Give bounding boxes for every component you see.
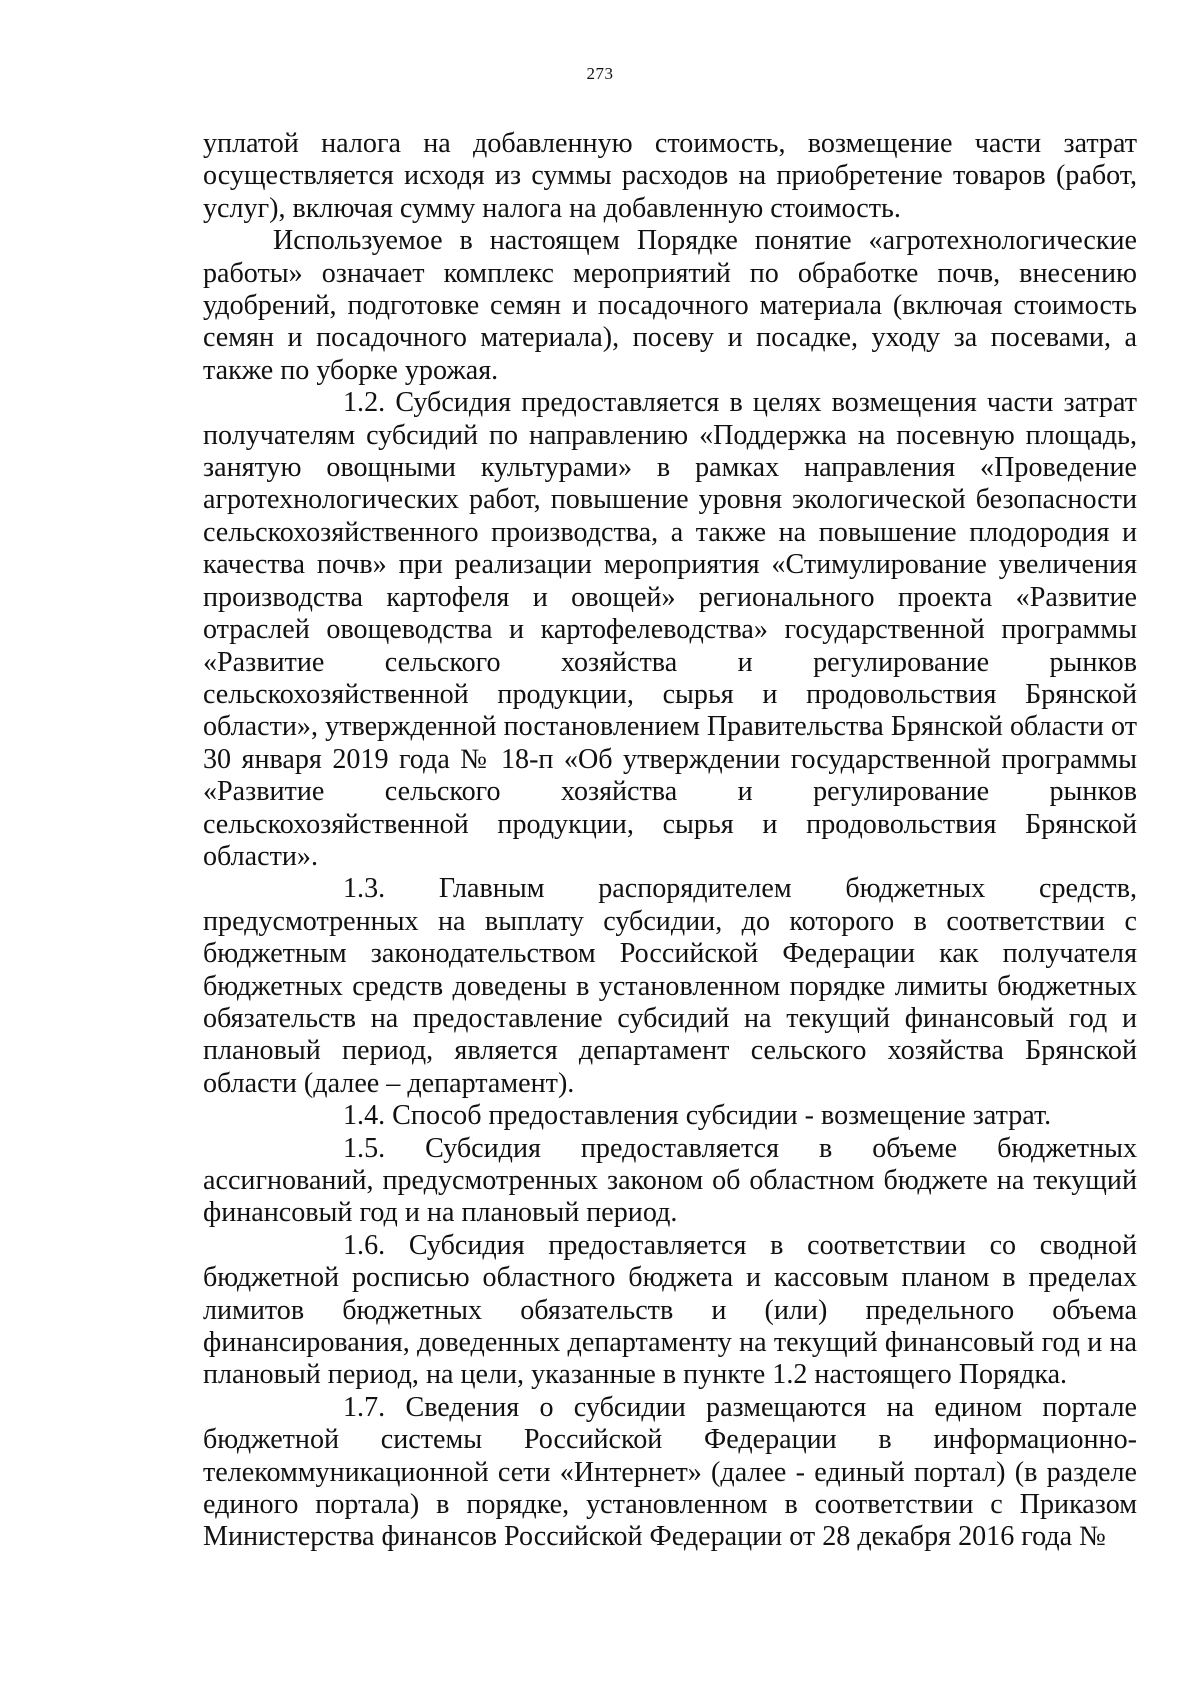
paragraph-number: 1.3.: [343, 873, 386, 905]
paragraph-text: уплатой налога на добавленную стоимость, возмещение части затрат осуществляется исходя из суммы расходов на приобретение товаров (работ, услуг), включая сумму налога на добавленную стоимость.: [203, 128, 1137, 224]
paragraph-number: 1.6.: [343, 1229, 386, 1261]
paragraph-1-5: [203, 1133, 1137, 1230]
paragraph-continuation: [203, 128, 1137, 225]
paragraph-number: 1.2.: [343, 387, 386, 419]
paragraph-text: Используемое в настоящем Порядке понятие «агротехнологические работы» означает комплекс мероприятий по обработке почв, внесению удобрений, подготовке семян и посадочного материала (включая стоимость семян и посадочного материала), посеву и посадке, уходу за посевами, а также по уборке урожая.: [203, 225, 1137, 386]
paragraph-1-7: [203, 1392, 1137, 1554]
paragraph-definition: [203, 225, 1137, 387]
paragraph-text: Способ предоставления субсидии - возмещение затрат.: [392, 1100, 1052, 1132]
paragraph-number: 1.4.: [343, 1100, 386, 1132]
paragraph-1-3: [203, 873, 1137, 1100]
paragraph-1-6: [203, 1230, 1137, 1392]
paragraph-text: Субсидия предоставляется в целях возмещения части затрат получателям субсидий по направлению «Поддержка на посевную площадь, занятую овощными культурами» в рамках направления «Проведение агротехнологических работ, повышение уровня экологической безопасности сельскохозяйственного производства, а также на повышение плодородия и качества почв» при реализации мероприятия «Стимулирование увеличения производства картофеля и овощей» регионального проекта «Развитие отраслей овощеводства и картофелеводства» государственной программы «Развитие сельского хозяйства и регулирование рынков сельскохозяйственной продукции, сырья и продовольствия Брянской области», утвержденной постановлением Правительства Брянской области от 30 января 2019 года № 18-п «Об утверждении государственной программы «Развитие сельского хозяйства и регулирование рынков сельскохозяйственной продукции, сырья и продовольствия Брянской области».: [203, 387, 1137, 872]
paragraph-text: Сведения о субсидии размещаются на едином портале бюджетной системы Российской Федерации в информационно-телекоммуникационной сети «Интернет» (далее - единый портал) (в разделе единого портала) в порядке, установленном в соответствии с Приказом Министерства финансов Российской Федерации от 28 декабря 2016 года №: [203, 1391, 1137, 1553]
document-body: [203, 128, 1137, 1554]
page-number: 273: [586, 64, 614, 83]
paragraph-1-2: [203, 387, 1137, 873]
paragraph-text: Субсидия предоставляется в соответствии со сводной бюджетной росписью областного бюджета и кассовым планом в пределах лимитов бюджетных обязательств и (или) предельного объема финансирования, доведенных департаменту на текущий финансовый год и на плановый период, на цели, указанные в пункте 1.2 настоящего Порядка.: [203, 1229, 1137, 1391]
paragraph-number: 1.5.: [343, 1132, 386, 1164]
paragraph-number: 1.7.: [343, 1391, 386, 1423]
paragraph-text: Субсидия предоставляется в объеме бюджетных ассигнований, предусмотренных законом об областном бюджете на текущий финансовый год и на плановый период.: [203, 1132, 1137, 1229]
paragraph-text: Главным распорядителем бюджетных средств, предусмотренных на выплату субсидии, до которого в соответствии с бюджетным законодательством Российской Федерации как получателя бюджетных средств доведены в установленном порядке лимиты бюджетных обязательств на предоставление субсидий на текущий финансовый год и плановый период, является департамент сельского хозяйства Брянской области (далее – департамент).: [203, 873, 1137, 1099]
paragraph-1-4: [203, 1100, 1137, 1132]
